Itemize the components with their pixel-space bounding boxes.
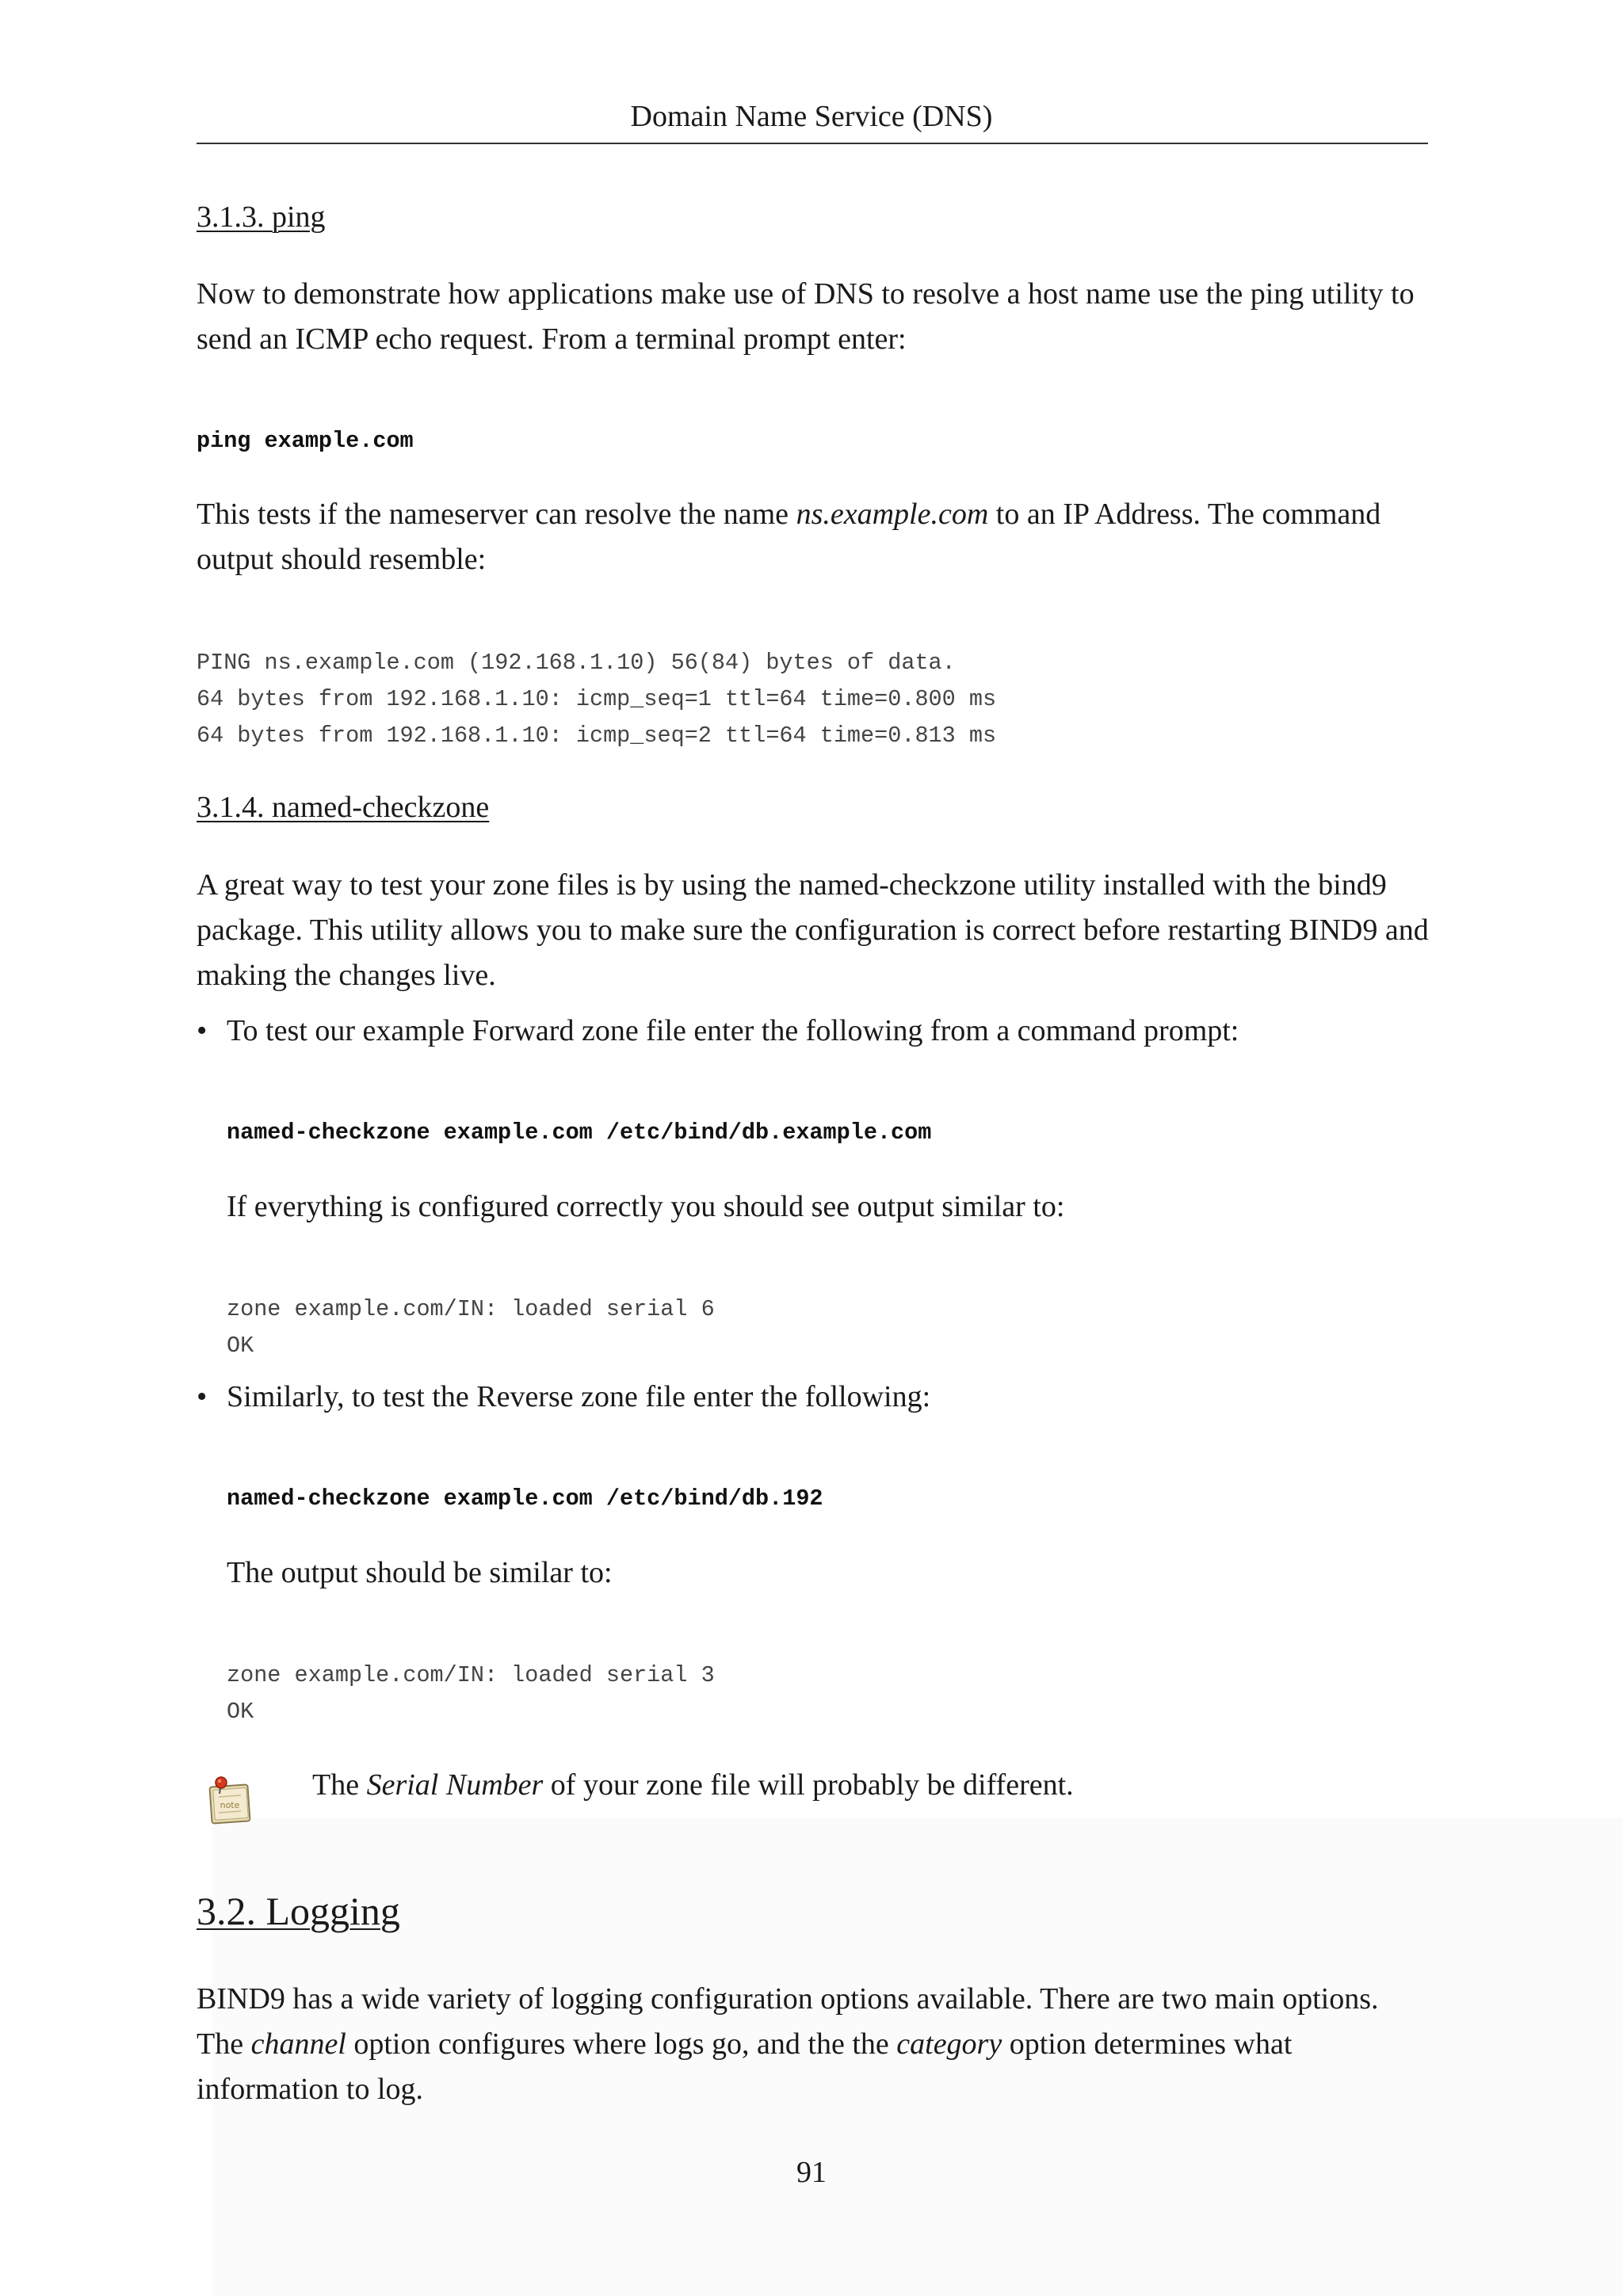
note-text-pre: The — [312, 1768, 367, 1802]
logging-category-term: category — [896, 2027, 1002, 2061]
logging-line3: information to log. — [197, 2073, 424, 2106]
bullet-2-output-line: OK — [227, 1699, 254, 1725]
note-emphasis: Serial Number — [366, 1768, 544, 1802]
bullet-marker: • — [197, 1380, 208, 1413]
ping-after-line1 — [197, 491, 1381, 537]
logging-channel-term: channel — [250, 2027, 346, 2061]
ping-output-line: 64 bytes from 192.168.1.10: icmp_seq=1 ttl=64 time=0.800 ms — [197, 686, 997, 712]
bullet-marker: • — [197, 1014, 208, 1047]
bullet-1-output-line: zone example.com/IN: loaded serial 6 — [227, 1296, 715, 1322]
logging-line2-post: option determines what — [1002, 2027, 1293, 2061]
checkzone-intro-line2: package. This utility allows you to make sure the configuration is correct before restarting BIND9 and — [197, 913, 1429, 947]
note-icon-label: note — [220, 1800, 240, 1810]
section-heading-ping: 3.1.3. ping — [197, 200, 326, 234]
running-header: Domain Name Service (DNS) — [630, 100, 993, 133]
logging-line2-pre: The — [197, 2027, 251, 2061]
checkzone-intro-line1: A great way to test your zone files is by using the named-checkzone utility installed with the bind9 — [197, 868, 1387, 902]
bullet-2-result-text: The output should be similar to: — [227, 1556, 613, 1589]
note-text — [312, 1762, 1074, 1808]
checkzone-intro-line3: making the changes live. — [197, 959, 496, 992]
logging-line2 — [197, 2021, 1292, 2067]
bullet-1-command: named-checkzone example.com /etc/bind/db.example.com — [227, 1119, 932, 1146]
ping-intro-line2: send an ICMP echo request. From a terminal prompt enter: — [197, 322, 907, 356]
ping-host-name: ns.example.com — [796, 498, 989, 531]
section-heading-checkzone: 3.1.4. named-checkzone — [197, 791, 490, 824]
header-rule — [197, 143, 1428, 144]
note-icon — [204, 1776, 255, 1827]
bullet-1-text: To test our example Forward zone file enter the following from a command prompt: — [227, 1014, 1239, 1047]
ping-output-line: 64 bytes from 192.168.1.10: icmp_seq=2 ttl=64 time=0.813 ms — [197, 723, 997, 749]
ping-after-text-pre: This tests if the nameserver can resolve the name — [197, 498, 796, 531]
page-number: 91 — [796, 2156, 827, 2189]
logging-line2-mid: option configures where logs go, and the the — [346, 2027, 897, 2061]
logging-line1: BIND9 has a wide variety of logging configuration options available. There are two main options. — [197, 1982, 1379, 2016]
bullet-2-output — [227, 1657, 715, 1730]
bullet-1-output-line: OK — [227, 1333, 254, 1359]
ping-command: ping example.com — [197, 428, 414, 454]
bullet-2-text: Similarly, to test the Reverse zone file enter the following: — [227, 1380, 931, 1413]
bullet-2-command: named-checkzone example.com /etc/bind/db.192 — [227, 1486, 823, 1512]
section-heading-logging: 3.2. Logging — [197, 1889, 400, 1933]
ping-after-text-post: to an IP Address. The command — [988, 498, 1381, 531]
bullet-1-result-text: If everything is configured correctly you should see output similar to: — [227, 1190, 1065, 1223]
ping-output-line: PING ns.example.com (192.168.1.10) 56(84) bytes of data. — [197, 650, 956, 676]
ping-after-line2: output should resemble: — [197, 543, 487, 576]
bullet-2-output-line: zone example.com/IN: loaded serial 3 — [227, 1662, 715, 1688]
ping-output — [197, 645, 996, 754]
bullet-1-output — [227, 1291, 715, 1364]
note-text-post: of your zone file will probably be different. — [543, 1768, 1074, 1802]
ping-intro-line1: Now to demonstrate how applications make use of DNS to resolve a host name use the ping utility to — [197, 277, 1415, 311]
